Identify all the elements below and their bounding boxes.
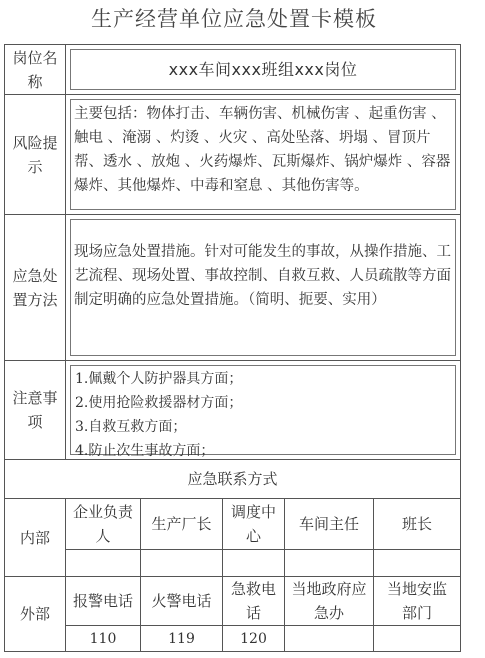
external-value [373, 625, 461, 652]
risk-label: 风险提示 [4, 94, 66, 215]
position-value: xxx车间xxx班组xxx岗位 [168, 59, 358, 79]
notes-item: 1.佩戴个人防护器具方面； [75, 371, 243, 387]
internal-value [65, 549, 141, 577]
internal-label: 内部 [4, 498, 66, 577]
external-col-header: 火警电话 [140, 576, 223, 626]
internal-col-header: 车间主任 [284, 498, 374, 550]
notes-item: 2.使用抢险救援器材方面； [75, 395, 243, 411]
notes-item: 4.防止次生事故方面； [75, 443, 215, 459]
internal-col-header: 调度中心 [222, 498, 285, 550]
external-col-header: 报警电话 [65, 576, 141, 626]
external-value: 120 [222, 625, 285, 652]
notes-item: 3.自救互救方面； [75, 419, 187, 435]
contacts-header: 应急联系方式 [4, 459, 461, 499]
internal-value [222, 549, 285, 577]
external-col-header: 当地安监部门 [373, 576, 461, 626]
position-label: 岗位名称 [4, 44, 66, 95]
notes-label: 注意事项 [4, 360, 66, 460]
risk-cell [65, 94, 461, 215]
internal-value [284, 549, 374, 577]
internal-col-header: 企业负责人 [65, 498, 141, 550]
method-label: 应急处置方法 [4, 214, 66, 361]
position-cell [65, 44, 461, 95]
external-col-header: 当地政府应急办 [284, 576, 374, 626]
external-value: 110 [65, 625, 141, 652]
internal-col-header: 生产厂长 [140, 498, 223, 550]
emergency-card [4, 44, 461, 652]
notes-cell [65, 360, 461, 460]
internal-value [373, 549, 461, 577]
external-value: 119 [140, 625, 223, 652]
external-label: 外部 [4, 576, 66, 652]
external-col-header: 急救电话 [222, 576, 285, 626]
internal-col-header: 班长 [373, 498, 461, 550]
risk-text: 主要包括：物体打击、车辆伤害、机械伤害 、起重伤害 、触电 、淹溺 、灼烫 、火灾 、高处坠落、坍塌 、冒顶片帮、透水 、放炮 、火药爆炸、瓦斯爆炸、锅炉爆炸 、容器爆炸、其他爆炸、中毒和窒息 、其他伤害等。 [74, 106, 451, 194]
page-title: 生产经营单位应急处置卡模板 [91, 7, 377, 31]
method-cell [65, 214, 461, 361]
internal-value [140, 549, 223, 577]
method-text: 现场应急处置措施。针对可能发生的事故，从操作措施、工艺流程、现场处置、事故控制、自救互救、人员疏散等方面制定明确的应急处置措施。（简明、扼要、实用） [74, 244, 451, 308]
external-value [284, 625, 374, 652]
